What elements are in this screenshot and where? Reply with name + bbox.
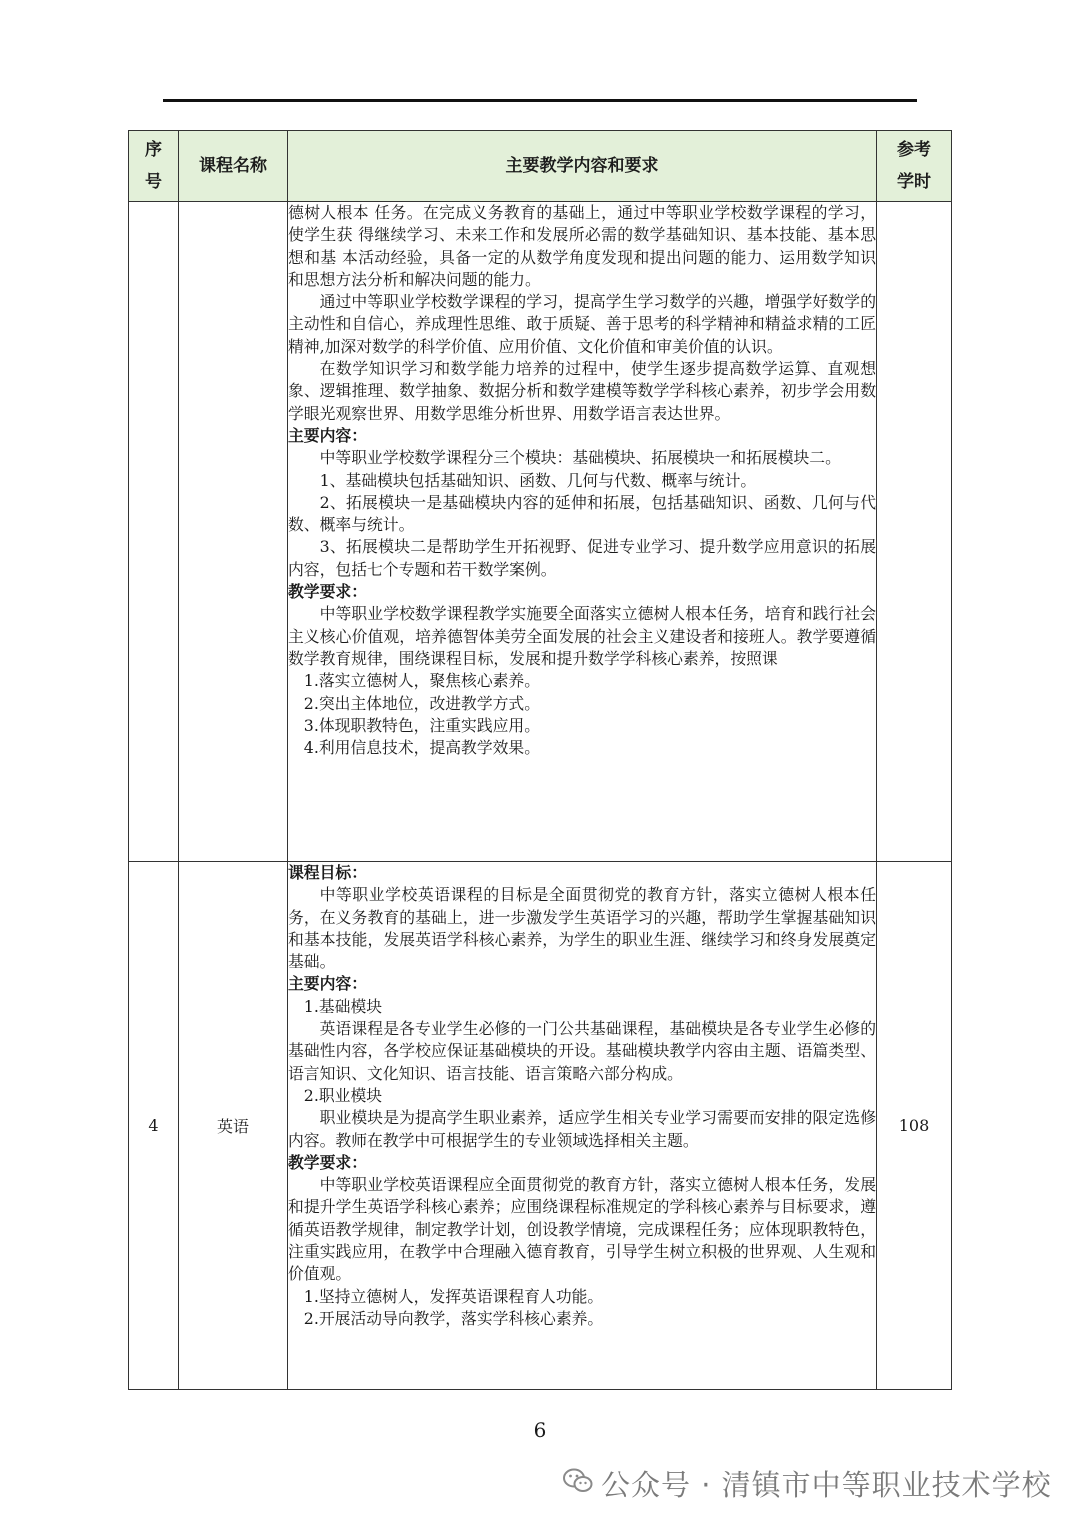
header-name: 课程名称 — [179, 131, 288, 202]
paragraph: 英语课程是各专业学生必修的一门公共基础课程，基础模块是各专业学生必修的基础性内容，各学校应保证基础模块的开设。基础模块教学内容由主题、语篇类型、语言知识、文化知识、语言技能、语言策略六部分构成。 — [288, 1019, 876, 1083]
cell-no — [129, 202, 179, 862]
paragraph: 职业模块是为提高学生职业素养，适应学生相关专业学习需要而安排的限定选修内容。教师在教学中可根据学生的专业领域选择相关主题。 — [288, 1108, 876, 1150]
table-row-english — [129, 862, 952, 1390]
page-number: 6 — [533, 1418, 547, 1442]
course-table — [128, 130, 952, 1390]
table-row-math — [129, 202, 952, 862]
paragraph: 2.突出主体地位，改进教学方式。 — [303, 693, 541, 713]
cell-content — [288, 202, 877, 862]
wechat-icon — [563, 1468, 593, 1498]
header-hours: 参考学时 — [877, 131, 952, 202]
paragraph: 1、基础模块包括基础知识、函数、几何与代数、概率与统计。 — [319, 470, 757, 490]
cell-name: 英语 — [179, 862, 288, 1390]
paragraph: 4.利用信息技术，提高教学效果。 — [303, 738, 541, 758]
paragraph: 中等职业学校数学课程教学实施要全面落实立德树人根本任务，培育和践行社会主义核心价值观，培养德智体美劳全面发展的社会主义建设者和接班人。教学要遵循数学教育规律，围绕课程目标，发展和提升数学学科核心素养，按照课 — [288, 604, 876, 668]
paragraph: 德树人根本 任务。在完成义务教育的基础上，通过中等职业学校数学课程的学习，使学生获 得继续学习、未来工作和发展所必需的数学基础知识、基本技能、基本思想和基 本活动经验，具备一定的从数学角度发现和提出问题的能力、运用数学知识和思想方法分析和解决问题的能力。 — [288, 203, 876, 289]
paragraph: 3、拓展模块二是帮助学生开拓视野、促进专业学习、提升数学应用意识的拓展内容，包括七个专题和若干数学案例。 — [288, 537, 876, 579]
section-heading: 教学要求： — [288, 582, 367, 602]
paragraph: 3.体现职教特色，注重实践应用。 — [303, 715, 541, 735]
paragraph: 2.开展活动导向教学，落实学科核心素养。 — [303, 1308, 604, 1328]
paragraph: 中等职业学校数学课程分三个模块：基础模块、拓展模块一和拓展模块二。 — [319, 448, 841, 468]
cell-hours — [877, 202, 952, 862]
paragraph: 1.落实立德树人，聚焦核心素养。 — [303, 671, 541, 691]
header-main: 主要教学内容和要求 — [288, 131, 877, 202]
section-heading: 主要内容： — [288, 425, 367, 445]
header-no: 序号 — [129, 131, 179, 202]
header-rule — [163, 99, 917, 102]
paragraph: 2.职业模块 — [303, 1085, 383, 1105]
cell-name — [179, 202, 288, 862]
table-header-row — [129, 131, 952, 202]
cell-hours: 108 — [877, 862, 952, 1390]
cell-content — [288, 862, 877, 1390]
footer-text: 公众号 · 清镇市中等职业技术学校 — [601, 1467, 1052, 1502]
paragraph: 在数学知识学习和数学能力培养的过程中，使学生逐步提高数学运算、直观想象、逻辑推理、数学抽象、数据分析和数学建模等数学学科核心素养，初步学会用数学眼光观察世界、用数学思维分析世界、用数学语言表达世界。 — [288, 359, 876, 423]
paragraph: 1.坚持立德树人，发挥英语课程育人功能。 — [303, 1286, 604, 1306]
paragraph: 中等职业学校英语课程应全面贯彻党的教育方针，落实立德树人根本任务，发展和提升学生英语学科核心素养；应围绕课程标准规定的学科核心素养与目标要求，遵循英语教学规律，制定教学计划，创设教学情境，完成课程任务；应体现职教特色，注重实践应用，在教学中合理融入德育教育，引导学生树立积极的世界观、人生观和价值观。 — [288, 1175, 876, 1284]
section-heading: 主要内容： — [288, 974, 367, 994]
section-heading: 教学要求： — [288, 1152, 367, 1172]
paragraph: 2、拓展模块一是基础模块内容的延伸和拓展，包括基础知识、函数、几何与代 数、概率与统计。 — [288, 492, 876, 535]
paragraph: 中等职业学校英语课程的目标是全面贯彻党的教育方针，落实立德树人根本任务，在义务教育的基础上，进一步激发学生英语学习的兴趣，帮助学生掌握基础知识和基本技能，发展英语学科核心素养，为学生的职业生涯、继续学习和终身发展奠定基础。 — [288, 885, 876, 972]
paragraph: 通过中等职业学校数学课程的学习，提高学生学习数学的兴趣，增强学好数学的主动性和自信心，养成理性思维、敢于质疑、善于思考的科学精神和精益求精的工匠精神,加深对数学的科学价值、应用价值、文化价值和审美价值的认识。 — [288, 292, 876, 356]
paragraph: 1.基础模块 — [303, 996, 383, 1016]
section-heading: 课程目标： — [288, 863, 367, 882]
footer-watermark — [563, 1458, 1052, 1508]
cell-no: 4 — [129, 862, 179, 1390]
